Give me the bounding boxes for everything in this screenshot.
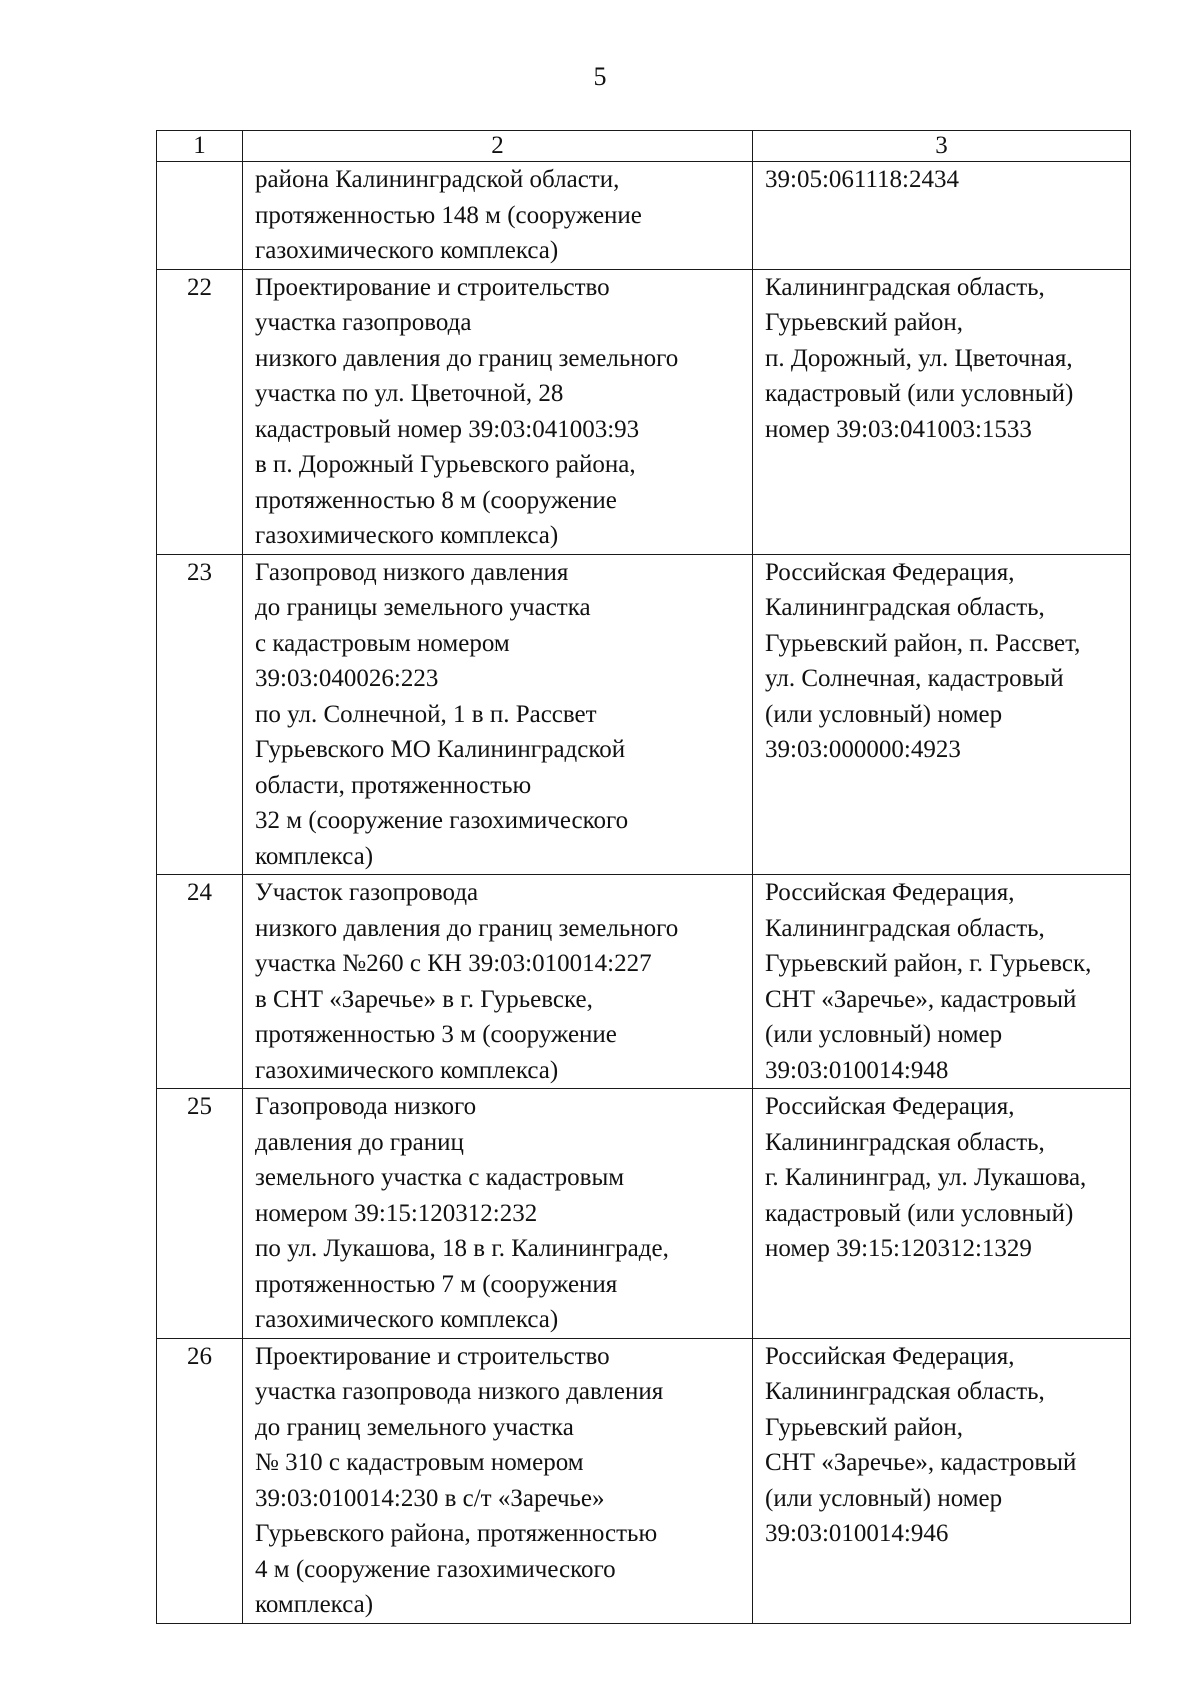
location-line: Калининградская область, [765,273,1045,301]
location-line: (или условный) номер [765,1484,1003,1512]
description-line: 39:03:010014:230 в с/т «Заречье» [255,1484,605,1512]
description-line: по ул. Лукашова, 18 в г. Калининграде, [255,1235,669,1262]
location-line: Гурьевский район, п. Рассвет, [765,629,1081,657]
location-line: Российская Федерация, [765,1093,1015,1120]
location-cell [753,875,1131,1089]
row-number: 25 [157,1089,243,1339]
location-line: Российская Федерация, [765,1342,1015,1370]
location-line: (или условный) номер [765,700,1003,728]
location-line: 39:05:061118:2434 [765,166,959,193]
location-line: номер 39:03:041003:1533 [765,415,1032,443]
table-row [157,162,1131,270]
table-body [157,162,1131,1624]
row-number: 22 [157,269,243,554]
description-line: протяженностью 3 м (сооружение [255,1021,617,1048]
location-line: СНТ «Заречье», кадастровый [765,1449,1077,1476]
table-row [157,1089,1131,1339]
description-line: комплекса) [255,842,374,870]
location-line: Российская Федерация, [765,879,1015,906]
description-line: кадастровый номер 39:03:041003:93 [255,415,640,443]
location-line: Российская Федерация, [765,558,1015,586]
table-row [157,1338,1131,1623]
description-line: № 310 с кадастровым номером [255,1449,584,1476]
location-line: Калининградская область, [765,914,1045,942]
description-line: 32 м (сооружение газохимического [255,807,629,834]
location-cell [753,269,1131,554]
location-line: г. Калининград, ул. Лукашова, [765,1164,1087,1191]
description-line: земельного участка с кадастровым [255,1164,625,1191]
object-description-cell [243,554,753,875]
object-description-cell [243,162,753,270]
table-row [157,554,1131,875]
description-line: Проектирование и строительство [255,1342,610,1370]
description-line: протяженностью 7 м (сооружения [255,1270,618,1298]
location-line: Гурьевский район, г. Гурьевск, [765,950,1092,977]
location-cell [753,162,1131,270]
object-description-cell [243,1089,753,1339]
description-line: в п. Дорожный Гурьевского района, [255,451,636,478]
description-line: Газопровода низкого [255,1093,477,1120]
object-description-cell [243,875,753,1089]
location-line: Калининградская область, [765,1378,1045,1405]
description-line: участка газопровода низкого давления [255,1378,664,1405]
row-number: 26 [157,1338,243,1623]
location-cell [753,554,1131,875]
row-number: 24 [157,875,243,1089]
table-header [157,131,1131,162]
header-row [157,131,1131,162]
description-line: области, протяженностью [255,771,532,799]
description-line: Газопровод низкого давления [255,558,569,586]
location-line: кадастровый (или условный) [765,380,1074,407]
description-line: низкого давления до границ земельного [255,914,679,942]
description-line: 4 м (сооружение газохимического [255,1555,616,1583]
row-number [157,162,243,270]
location-line: 39:03:010014:948 [765,1056,949,1084]
location-line: п. Дорожный, ул. Цветочная, [765,344,1073,372]
description-line: Гурьевского МО Калининградской [255,736,626,763]
description-line: давления до границ [255,1128,464,1156]
description-line: Гурьевского района, протяженностью [255,1520,658,1547]
description-line: протяженностью 8 м (сооружение [255,486,617,514]
row-number: 23 [157,554,243,875]
description-line: газохимического комплекса) [255,1056,559,1084]
location-line: 39:03:010014:946 [765,1520,949,1547]
description-line: до границ земельного участка [255,1413,574,1441]
object-description-cell [243,1338,753,1623]
description-line: протяженностью 148 м (сооружение [255,201,642,229]
object-description-cell [243,269,753,554]
column-header-2: 2 [243,131,753,162]
location-line: СНТ «Заречье», кадастровый [765,985,1077,1013]
description-line: Проектирование и строительство [255,273,610,301]
location-cell [753,1089,1131,1339]
description-line: в СНТ «Заречье» в г. Гурьевске, [255,985,593,1013]
location-line: Калининградская область, [765,594,1045,621]
description-line: с кадастровым номером [255,629,510,657]
registry-table [156,130,1131,1624]
description-line: низкого давления до границ земельного [255,344,679,372]
description-line: района Калининградской области, [255,166,620,193]
location-line: Гурьевский район, [765,1413,964,1441]
location-line: Гурьевский район, [765,309,964,336]
description-line: 39:03:040026:223 [255,665,439,692]
location-line: (или условный) номер [765,1021,1003,1048]
description-line: газохимического комплекса) [255,522,559,549]
page-number: 5 [593,62,607,91]
table-row [157,875,1131,1089]
location-line: номер 39:15:120312:1329 [765,1235,1032,1262]
location-line: 39:03:000000:4923 [765,736,961,763]
description-line: участка №260 с КН 39:03:010014:227 [255,950,652,977]
description-line: номером 39:15:120312:232 [255,1199,538,1227]
description-line: участка по ул. Цветочной, 28 [255,380,564,407]
location-line: кадастровый (или условный) [765,1199,1074,1227]
description-line: Участок газопровода [255,879,479,906]
location-line: Калининградская область, [765,1128,1045,1156]
column-header-1: 1 [157,131,243,162]
description-line: до границы земельного участка [255,594,591,621]
description-line: газохимического комплекса) [255,237,559,264]
description-line: комплекса) [255,1591,374,1618]
table-row [157,269,1131,554]
description-line: участка газопровода [255,309,472,336]
description-line: газохимического комплекса) [255,1306,559,1333]
description-line: по ул. Солнечной, 1 в п. Рассвет [255,700,597,728]
column-header-3: 3 [753,131,1131,162]
location-line: ул. Солнечная, кадастровый [765,665,1064,692]
location-cell [753,1338,1131,1623]
